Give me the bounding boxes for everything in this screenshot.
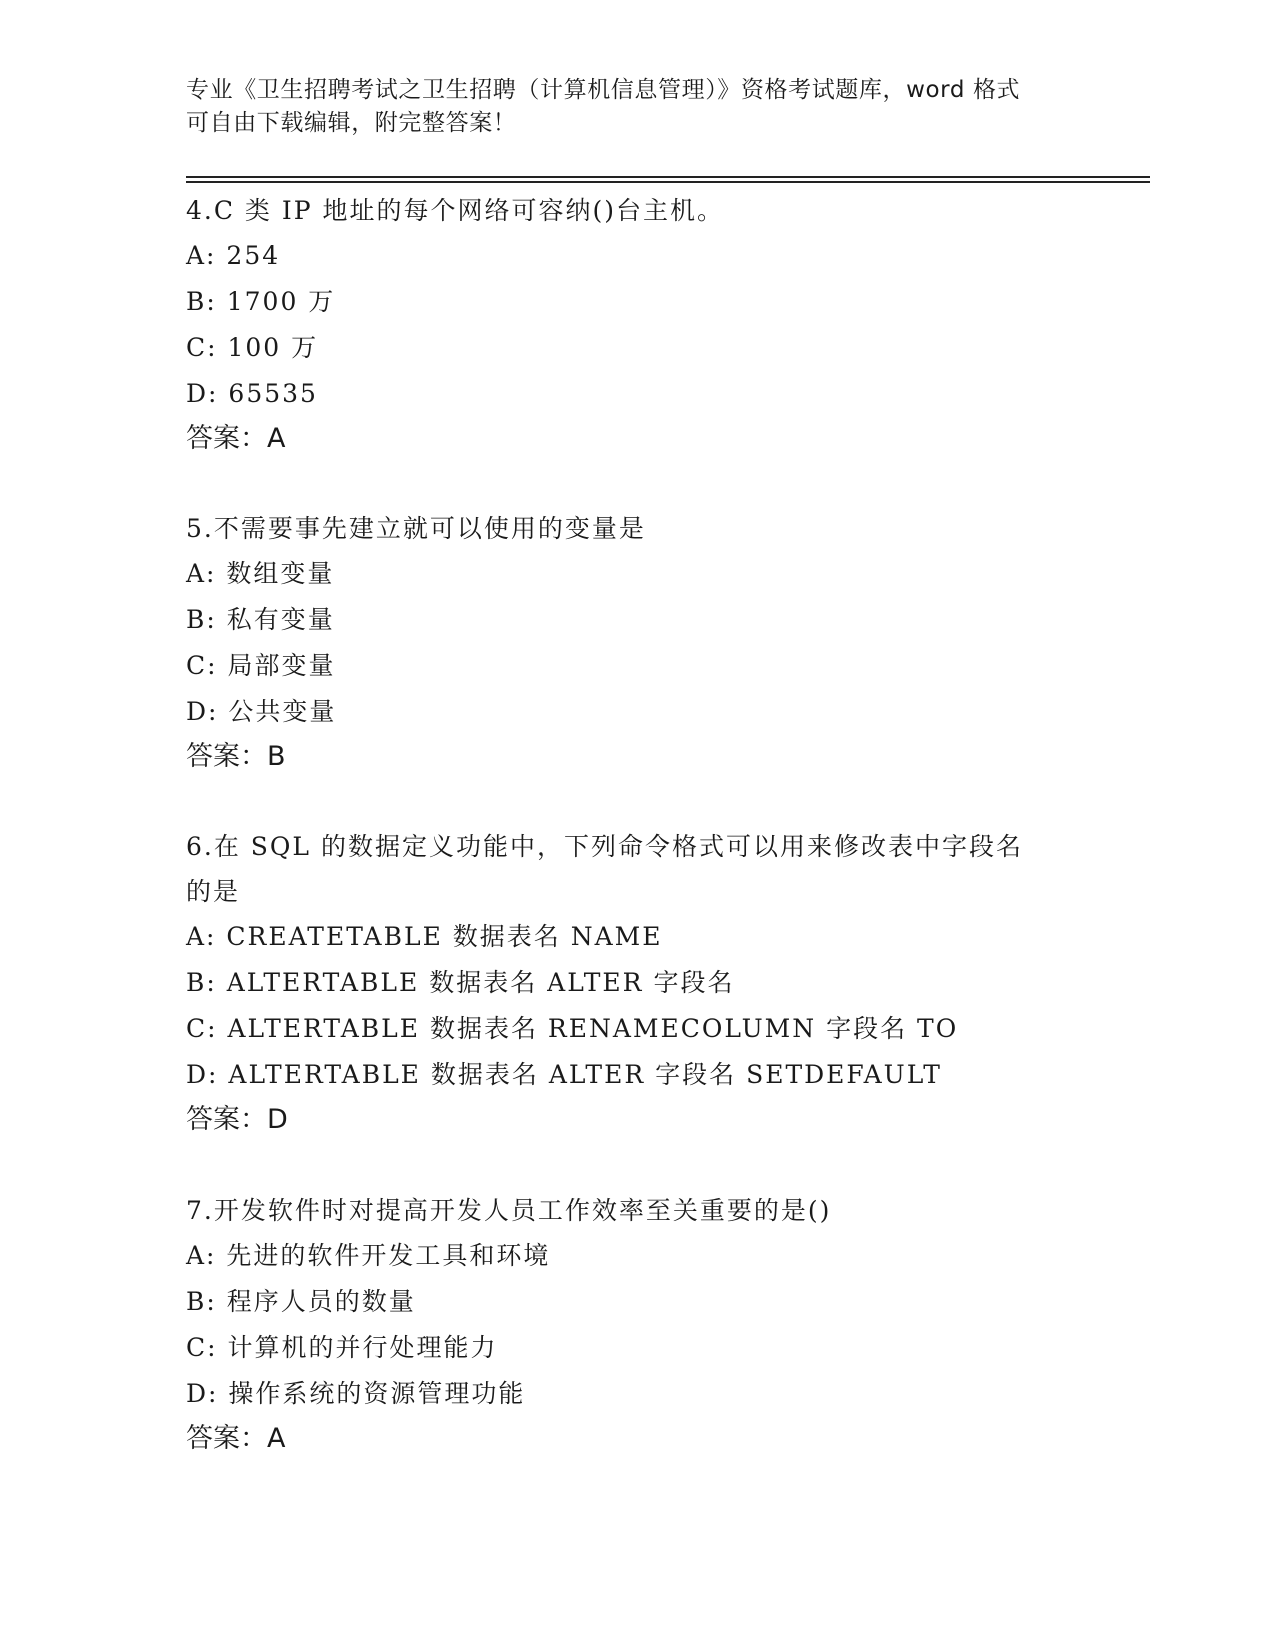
option-c: C: 局部变量 — [186, 651, 336, 680]
header-line-2: 可自由下载编辑，附完整答案！ — [186, 110, 517, 136]
question-text — [186, 188, 1086, 233]
answer-label: 答案：B — [186, 741, 286, 772]
option-b: B: ALTERTABLE 数据表名 ALTER 字段名 — [186, 968, 735, 997]
option-a: A: 数组变量 — [186, 559, 335, 588]
question-text — [186, 824, 1086, 914]
question-text — [186, 1188, 1086, 1233]
option-a: A: 254 — [186, 241, 281, 270]
header-divider-bottom — [186, 181, 1150, 183]
option-d: D: 65535 — [186, 379, 318, 408]
option-a: A: CREATETABLE 数据表名 NAME — [186, 922, 663, 951]
option-c: C: 100 万 — [186, 333, 319, 362]
option-b: B: 1700 万 — [186, 287, 336, 316]
option-c: C: 计算机的并行处理能力 — [186, 1333, 498, 1362]
option-b: B: 私有变量 — [186, 605, 335, 634]
question-block — [186, 506, 1086, 779]
question-line: 6.在 SQL 的数据定义功能中，下列命令格式可以用来修改表中字段名 — [186, 832, 1023, 861]
header-line-1: 专业《卫生招聘考试之卫生招聘（计算机信息管理）》资格考试题库，word 格式 — [186, 77, 1021, 103]
document-header — [186, 74, 1086, 140]
question-line: 5.不需要事先建立就可以使用的变量是 — [186, 514, 646, 543]
question-text — [186, 506, 1086, 551]
answer-label: 答案：A — [186, 1423, 286, 1454]
option-c: C: ALTERTABLE 数据表名 RENAMECOLUMN 字段名 TO — [186, 1014, 959, 1043]
answer-label: 答案：D — [186, 1104, 288, 1135]
question-block — [186, 1188, 1086, 1461]
question-block — [186, 188, 1086, 461]
question-line: 的是 — [186, 877, 241, 906]
option-a: A: 先进的软件开发工具和环境 — [186, 1241, 551, 1270]
option-d: D: 公共变量 — [186, 697, 337, 726]
option-b: B: 程序人员的数量 — [186, 1287, 416, 1316]
answer-label: 答案：A — [186, 423, 286, 454]
question-line: 4.C 类 IP 地址的每个网络可容纳()台主机。 — [186, 196, 725, 225]
header-divider-top — [186, 176, 1150, 178]
question-line: 7.开发软件时对提高开发人员工作效率至关重要的是() — [186, 1196, 832, 1225]
option-d: D: ALTERTABLE 数据表名 ALTER 字段名 SETDEFAULT — [186, 1060, 942, 1089]
option-d: D: 操作系统的资源管理功能 — [186, 1379, 526, 1408]
question-block — [186, 824, 1086, 1142]
